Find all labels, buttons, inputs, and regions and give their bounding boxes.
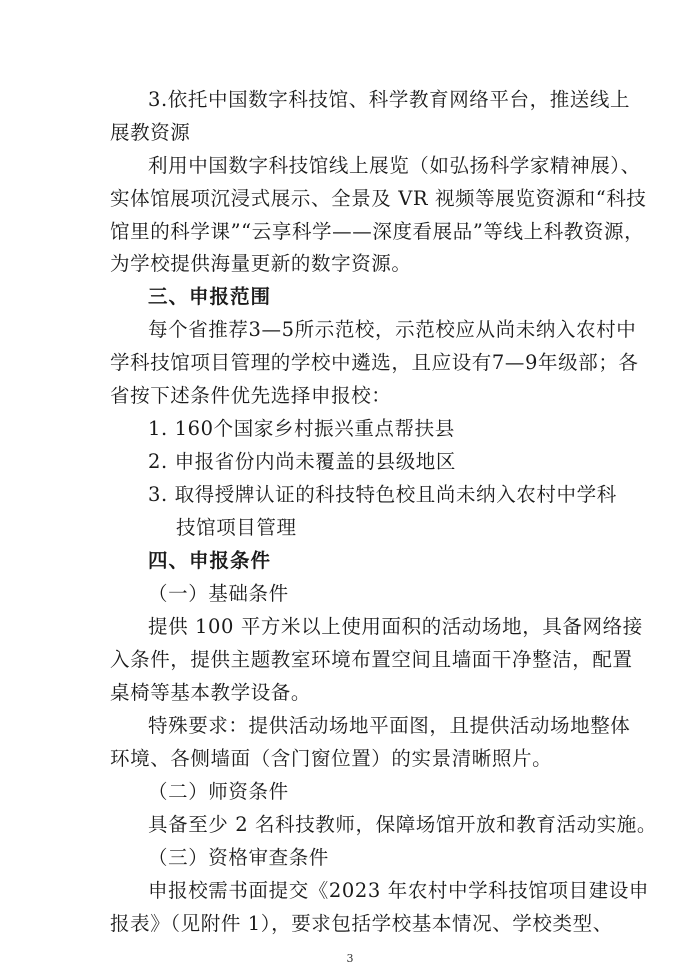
text-line: 桌椅等基本教学设备。	[110, 681, 312, 704]
text-line: 3.依托中国数字科技馆、科学教育网络平台，推送线上	[148, 88, 631, 111]
subsection-heading: （二）师资条件	[148, 780, 289, 803]
list-item-continuation: 技馆项目管理	[176, 516, 297, 539]
text-line: 每个省推荐3—5所示范校，示范校应从尚未纳入农村中	[148, 318, 637, 341]
list-item: 1. 160个国家乡村振兴重点帮扶县	[148, 417, 455, 440]
list-item: 2. 申报省份内尚未覆盖的县级地区	[148, 450, 457, 473]
list-item: 3. 取得授牌认证的科技特色校且尚未纳入农村中学科	[148, 483, 617, 506]
text-line: 展教资源	[110, 121, 191, 144]
text-line: 学科技馆项目管理的学校中遴选，且应设有7—9年级部；各	[110, 351, 639, 374]
text-line: 省按下述条件优先选择申报校：	[110, 384, 392, 407]
text-line: 具备至少 2 名科技教师，保障场馆开放和教育活动实施。	[148, 813, 658, 836]
subsection-heading: （一）基础条件	[148, 582, 289, 605]
text-line: 特殊要求：提供活动场地平面图，且提供活动场地整体	[148, 714, 631, 737]
text-line: 入条件，提供主题教室环境布置空间且墙面干净整洁，配置	[110, 648, 633, 671]
text-line: 环境、各侧墙面（含门窗位置）的实景清晰照片。	[110, 747, 553, 770]
subsection-heading: （三）资格审查条件	[148, 846, 329, 869]
section-heading: 四、申报条件	[148, 549, 272, 572]
text-line: 实体馆展项沉浸式展示、全景及 VR 视频等展览资源和“科技	[110, 187, 647, 210]
page-number: 3	[346, 952, 354, 965]
text-line: 利用中国数字科技馆线上展览（如弘扬科学家精神展）、	[148, 154, 641, 177]
text-line: 报表》（见附件 1），要求包括学校基本情况、学校类型、	[110, 912, 613, 935]
text-line: 提供 100 平方米以上使用面积的活动场地，具备网络接	[148, 615, 643, 638]
section-heading: 三、申报范围	[148, 285, 272, 308]
text-line: 为学校提供海量更新的数字资源。	[110, 252, 412, 275]
text-line: 申报校需书面提交《2023 年农村中学科技馆项目建设申	[148, 879, 650, 902]
text-line: 馆里的科学课”“云享科学——深度看展品”等线上科教资源，	[110, 220, 645, 243]
